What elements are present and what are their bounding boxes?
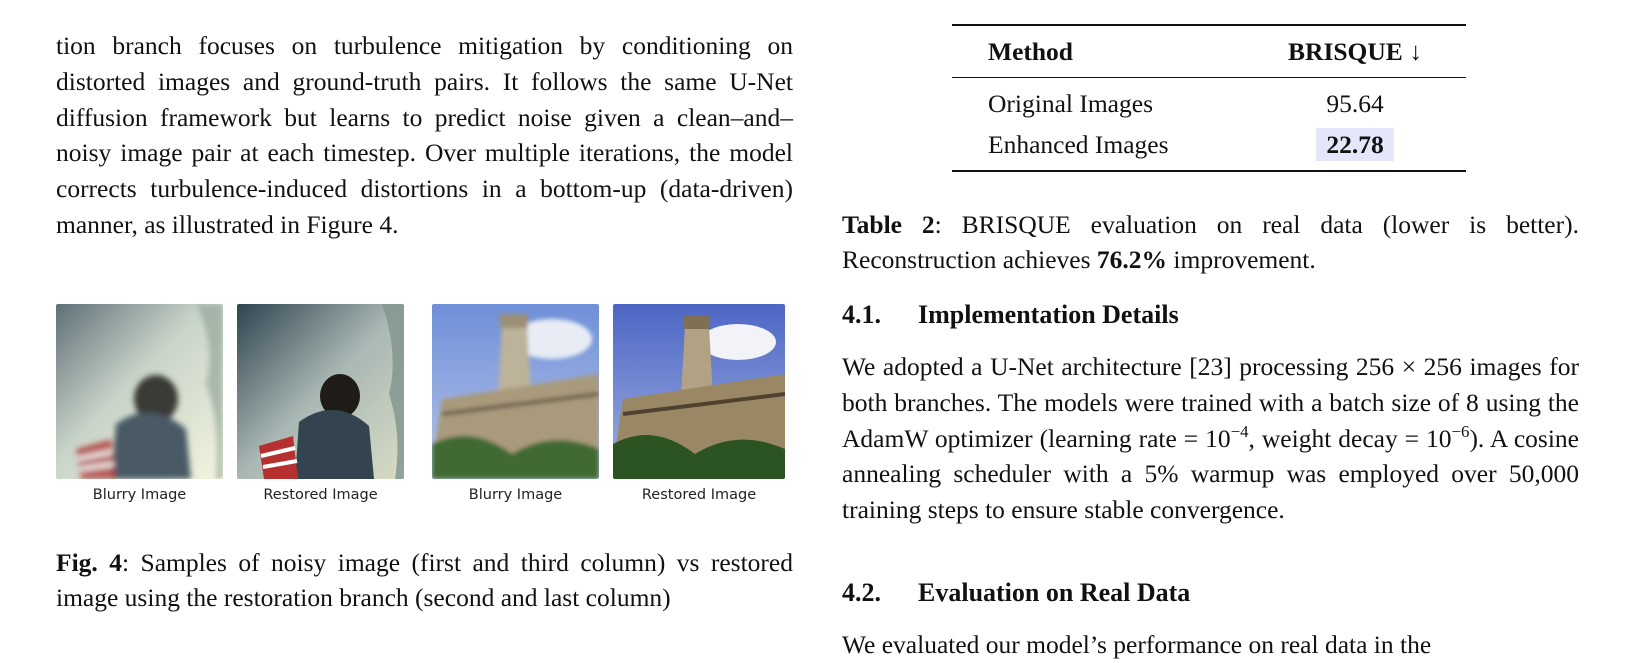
figure-panel-restored-1	[237, 304, 404, 479]
section-heading-4-2	[842, 578, 1190, 608]
figure-panel-restored-2	[613, 304, 785, 479]
figure-caption-text: : Samples of noisy image (first and third column) vs restored image using the restoration branch (second and last column)	[56, 547, 793, 613]
exponent: −4	[1230, 421, 1249, 441]
table-cell-method: Original Images	[988, 89, 1153, 119]
restored-building-image	[613, 304, 785, 479]
table-cell-value-cell	[1244, 130, 1466, 160]
table-header-row	[952, 26, 1466, 77]
table-caption	[842, 207, 1579, 279]
exponent: −6	[1451, 421, 1470, 441]
section-title: Implementation Details	[918, 300, 1179, 329]
paragraph-text: ). A cosine annealing scheduler with a 5% warmup was employed over 50,000 training steps to ensure stable convergence.	[842, 423, 1579, 525]
results-table	[952, 24, 1466, 172]
blurry-person-image	[56, 304, 223, 479]
section-heading-4-1	[842, 300, 1179, 330]
figure-panel-blurry-2	[432, 304, 599, 479]
intro-paragraph: tion branch focuses on turbulence mitigation by conditioning on distorted images and ground-truth pairs. It follows the same U-Net diffusion framework but learns to predict noise given a clean–and–noisy image pair at each timestep. Over multiple iterations, the model corrects turbulence-induced distortions in a bottom-up (data-driven) manner, as illustrated in Figure 4.	[56, 31, 793, 239]
figure-4	[56, 304, 793, 504]
paragraph-text: , weight decay = 10	[1248, 423, 1452, 453]
table-mid-rule	[952, 77, 1466, 78]
panel-label: Blurry Image	[468, 487, 563, 503]
table-row	[952, 126, 1466, 164]
table-header-method: Method	[988, 36, 1073, 66]
table-row	[952, 82, 1466, 126]
table-cell-value-highlighted: 22.78	[1316, 128, 1393, 161]
figure-caption	[56, 545, 793, 617]
figure-panel-blurry-1	[56, 304, 223, 479]
section-title: Evaluation on Real Data	[918, 578, 1191, 607]
table-caption-label: Table 2	[842, 209, 935, 239]
table-cell-value: 95.64	[1326, 89, 1384, 119]
panel-label: Restored Image	[263, 487, 378, 503]
table-cell-method: Enhanced Images	[988, 130, 1169, 160]
panel-label: Blurry Image	[92, 487, 187, 503]
section-number: 4.1.	[842, 300, 881, 329]
table-caption-text-1: : BRISQUE evaluation on real data (lower is better). Reconstruction achieves	[842, 209, 1579, 275]
figure-caption-label: Fig. 4	[56, 547, 122, 577]
table-caption-text-2: improvement.	[1167, 245, 1316, 275]
blurry-building-image	[432, 304, 599, 479]
table-caption-bold: 76.2%	[1096, 245, 1168, 275]
table-header-brisque: BRISQUE ↓	[1288, 36, 1422, 66]
section-4-1-paragraph	[842, 349, 1579, 528]
panel-label: Restored Image	[641, 487, 757, 503]
table-bottom-rule	[952, 170, 1466, 172]
section-number: 4.2.	[842, 578, 881, 607]
paragraph-text: We adopted a U-Net architecture [23] processing 256 × 256 images for both branches. The models were trained with a batch size of 8 using the AdamW optimizer (learning rate = 10	[842, 352, 1579, 453]
section-4-2-paragraph: We evaluated our model’s performance on real data in the	[842, 630, 1432, 659]
restored-person-image	[237, 304, 404, 479]
